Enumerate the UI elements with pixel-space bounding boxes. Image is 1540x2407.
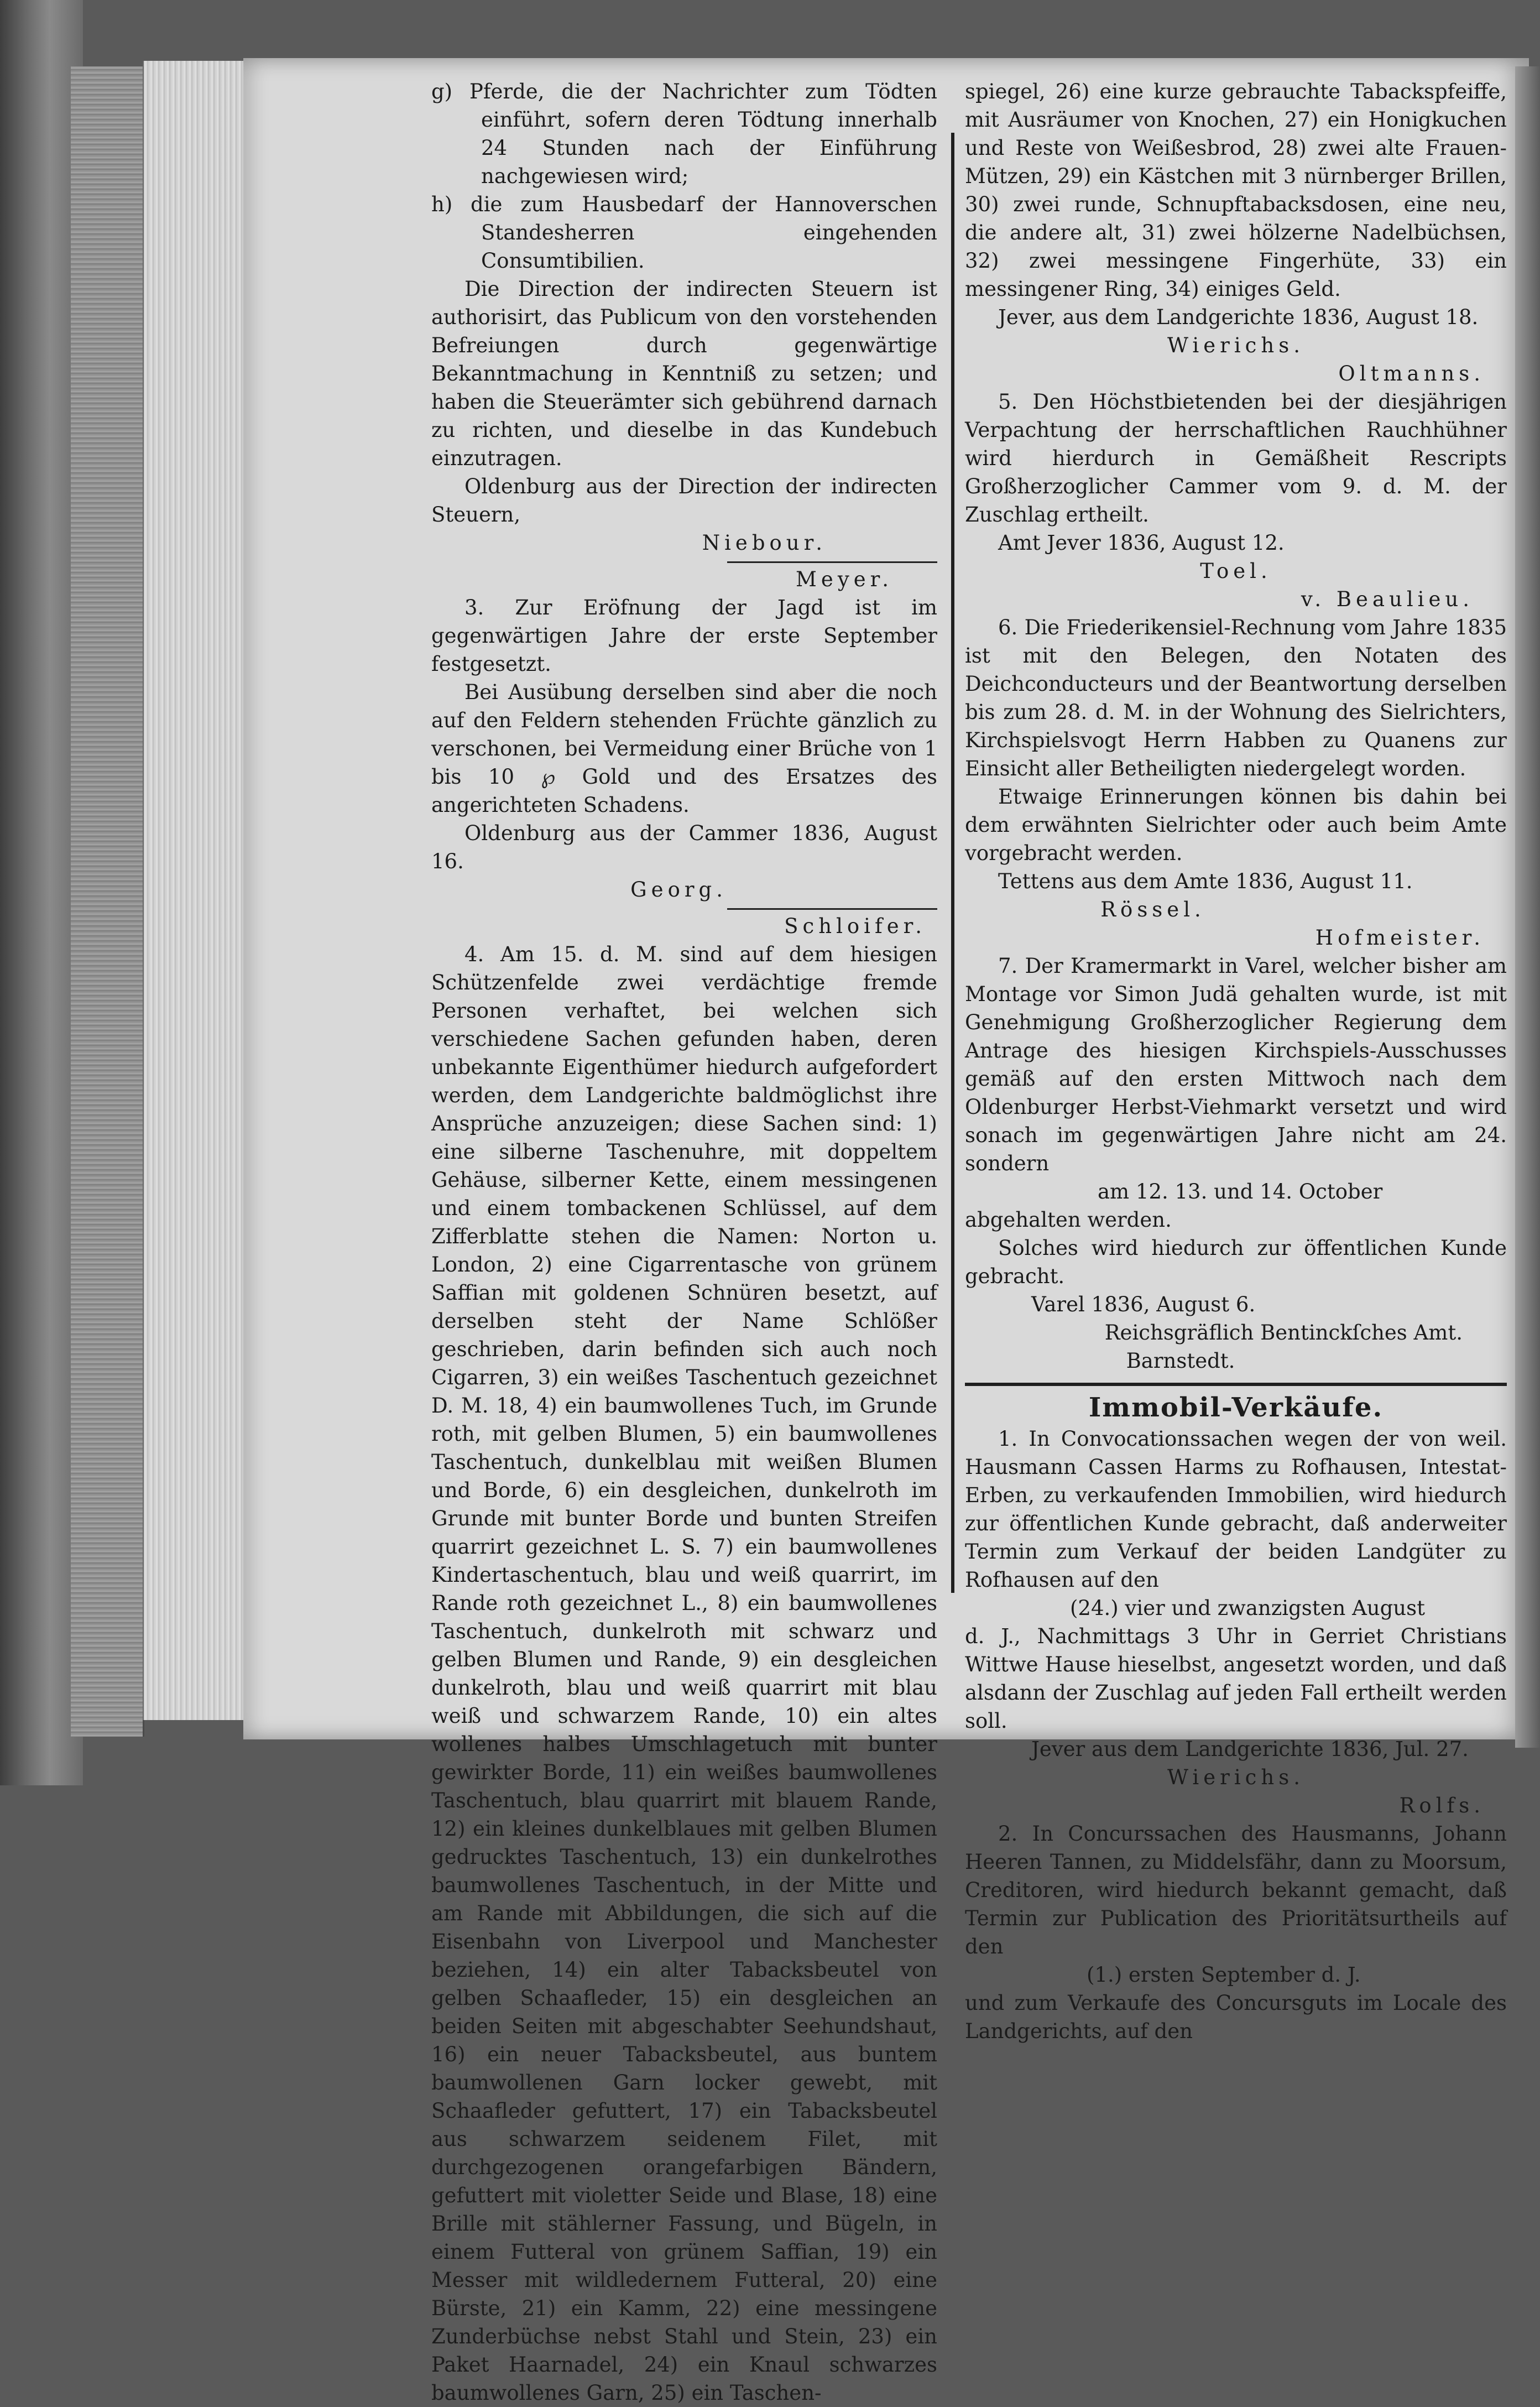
- immobil-1-text: 1. In Convocationssachen wegen der von weil. Hausmann Cassen Harms zu Rofhausen, Intestat-Erben, zu verkaufenden Immobilien, wird hiedurch zur öffentlichen Kunde gebracht, daß anderweiter Termin zum Verkauf der beiden Landgüter zu Rofhausen auf den: [965, 1427, 1507, 1592]
- item-5-signature-2: v. Beaulieu.: [1301, 587, 1474, 611]
- immobil-1-signature-1: Wierichs.: [1167, 1765, 1304, 1789]
- immobil-2-text-2: und zum Verkaufe des Concursguts im Locale des Landgerichts, auf den: [965, 1991, 1507, 2043]
- item-3-signature-2: Schloifer.: [784, 914, 926, 938]
- section-rule: [965, 1383, 1507, 1386]
- signature-rule: [727, 561, 937, 563]
- item-h: h) die zum Hausbedarf der Hannoverschen Standesherren eingehenden Consumtibilien.: [431, 192, 937, 273]
- item-g: g) Pferde, die der Nachrichter zum Tödten einführt, sofern deren Tödtung innerhalb 24 Stunden nach der Einführung nachgewiesen wird;: [431, 80, 937, 188]
- item-5-signature-1: Toel.: [1200, 559, 1272, 583]
- item-6-text-2: Etwaige Erinnerungen können bis dahin bei dem erwähnten Sielrichter oder auch beim Amte vorgebracht werden.: [965, 785, 1507, 865]
- page-right-edge: [1515, 66, 1540, 1748]
- page-edges: [143, 61, 249, 1720]
- left-column: [431, 77, 937, 2407]
- direction-signature-1: Niebour.: [702, 531, 827, 555]
- immobil-1-place: Jever aus dem Landgerichte 1836, Jul. 27.: [1031, 1737, 1469, 1761]
- item-4-signature-2: Oltmanns.: [1338, 362, 1485, 385]
- item-6-text: 6. Die Friederikensiel-Rechnung vom Jahre 1835 ist mit den Belegen, den Notaten des Deichconducteurs und der Beantwortung derselben bis zum 28. d. M. in der Wohnung des Sielrichters, Kirchspielsvogt Herrn Habben zu Quanens zur Einsicht aller Betheiligten niedergelegt worden.: [965, 616, 1507, 780]
- item-6-signature-2: Hofmeister.: [1315, 926, 1485, 950]
- item-5-text: 5. Den Höchstbietenden bei der diesjährigen Verpachtung der herrschaftlichen Rauchhühner wird hierdurch in Gemäßheit Rescripts Großherzoglicher Cammer vom 9. d. M. der Zuschlag ertheilt.: [965, 390, 1507, 527]
- item-6-signature-1: Rössel.: [1100, 898, 1205, 921]
- item-3-signature-1: Georg.: [630, 878, 727, 902]
- immobil-1-text-2: d. J., Nachmittags 3 Uhr in Gerriet Christians Wittwe Hause hieselbst, angesetzt worden, und daß alsdann der Zuschlag auf jeden Fall ertheilt werden soll.: [965, 1624, 1507, 1733]
- item-7-text-2: abgehalten werden.: [965, 1208, 1172, 1232]
- item-5-place: Amt Jever 1836, August 12.: [998, 531, 1285, 555]
- item-7-signature-1: Reichsgräflich Bentinckſches Amt.: [1104, 1321, 1463, 1345]
- item-7-text: 7. Der Kramermarkt in Varel, welcher bisher am Montage vor Simon Judä gehalten wurde, ist mit Genehmigung Großherzoglicher Regierung dem Antrage des hiesigen Kirchspiels-Ausschusses gemäß auf den ersten Mittwoch nach dem Oldenburger Herbst-Viehmarkt versetzt und wird sonach im gegenwärtigen Jahre nicht am 24. sondern: [965, 954, 1507, 1175]
- direction-signature-2: Meyer.: [796, 567, 893, 591]
- immobil-2-text: 2. In Concurssachen des Hausmanns, Johann Heeren Tannen, zu Middelsfähr, dann zu Moorsum, Creditoren, wird hiedurch bekannt gemacht, daß Termin zur Publication des Prioritätsurtheils auf den: [965, 1822, 1507, 1958]
- item-4-signature-1: Wierichs.: [1167, 334, 1304, 357]
- column-divider: [951, 133, 954, 1593]
- direction-place: Oldenburg aus der Direction der indirecten Steuern,: [431, 475, 937, 527]
- item-7-text-3: Solches wird hiedurch zur öffentlichen Kunde gebracht.: [965, 1236, 1507, 1288]
- item-4-continued: spiegel, 26) eine kurze gebrauchte Tabackspfeiffe, mit Ausräumer von Knochen, 27) ein Honigkuchen und Reste von Weißesbrod, 28) zwei alte Frauen-Mützen, 29) ein Kästchen mit 3 nürnberger Brillen, 30) zwei runde, Schnupftabacksdosen, eine neu, die andere alt, 31) zwei hölzerne Nadelbüchsen, 32) zwei messingene Fingerhüte, 33) ein messingener Ring, 34) einiges Geld.: [965, 80, 1507, 301]
- item-3-text-2: Bei Ausübung derselben sind aber die noch auf den Feldern stehenden Früchte gänzlich zu verschonen, bei Vermeidung einer Brüche von 1 bis 10 ℘ Gold und des Ersatzes des angerichteten Schadens.: [431, 680, 937, 817]
- signature-rule: [727, 908, 937, 910]
- section-heading: Immobil-Verkäufe.: [1088, 1392, 1384, 1423]
- immobil-2-date: (1.) ersten September d. J.: [1087, 1963, 1361, 1987]
- book-cover-edge: [71, 66, 144, 1737]
- immobil-1-signature-2: Rolfs.: [1399, 1794, 1485, 1817]
- right-column: [965, 77, 1507, 2045]
- item-7-signature-2: Barnstedt.: [1126, 1349, 1235, 1373]
- item-3-text: 3. Zur Eröfnung der Jagd ist im gegenwärtigen Jahre der erste September festgesetzt.: [431, 596, 937, 676]
- item-6-place: Tettens aus dem Amte 1836, August 11.: [998, 869, 1413, 893]
- item-7-place: Varel 1836, August 6.: [1031, 1293, 1256, 1316]
- immobil-1-date: (24.) vier und zwanzigsten August: [1070, 1596, 1425, 1620]
- direction-text: Die Direction der indirecten Steuern ist authorisirt, das Publicum von den vorstehenden Befreiungen durch gegenwärtige Bekanntmachung in Kenntniß zu setzen; und haben die Steuerämter sich gebührend darnach zu richten, und dieselbe in das Kundebuch einzutragen.: [431, 277, 937, 470]
- item-4-text: 4. Am 15. d. M. sind auf dem hiesigen Schützenfelde zwei verdächtige fremde Personen verhaftet, bei welchen sich verschiedene Sachen gefunden haben, deren unbekannte Eigenthümer hiedurch aufgefordert werden, dem Landgerichte baldmöglichst ihre Ansprüche anzuzeigen; diese Sachen sind: 1) eine silberne Taschenuhre, mit doppeltem Gehäuse, silberner Kette, einem messingenen und einem tombackenen Schlüssel, auf dem Zifferblatte stehen die Namen: Norton u. London, 2) eine Cigarrentasche von grünem Saffian mit goldenen Schnüren besetzt, auf derselben steht der Name Schlößer geschrieben, darin befinden sich auch noch Cigarren, 3) ein weißes Taschentuch gezeichnet D. M. 18, 4) ein baumwollenes Tuch, im Grunde roth, mit gelben Blumen, 5) ein baumwollenes Taschentuch, dunkelblau mit weißen Blumen und Borde, 6) ein desgleichen, dunkelroth im Grunde mit bunter Borde und bunten Streifen quarrirt gezeichnet L. S. 7) ein baumwollenes Kindertaschentuch, blau und weiß quarrirt, im Rande roth gezeichnet L., 8) ein baumwollenes Taschentuch, dunkelroth mit schwarz und gelben Blumen und Rande, 9) ein desgleichen dunkelroth, blau und weiß quarrirt mit blau weiß und schwarzem Rande, 10) ein altes wollenes halbes Umschlagetuch mit bunter gewirkter Borde, 11) ein weißes baumwollenes Taschentuch, blau quarrirt mit blauem Rande, 12) ein kleines dunkelblaues mit gelben Blumen gedrucktes Taschentuch, 13) ein dunkelrothes baumwollenes Taschentuch, in der Mitte und am Rande mit Abbildungen, die sich auf die Eisenbahn von Liverpool und Manchester beziehen, 14) ein alter Tabacksbeutel von gelben Schaafleder, 15) ein desgleichen an beiden Seiten mit abgeschabter Seehundshaut, 16) ein neuer Tabacksbeutel, aus buntem baumwollenen Garn locker gewebt, mit Schaafleder gefuttert, 17) ein Tabacksbeutel aus schwarzem seidenem Filet, mit durchgezogenen orangefarbigen Bändern, gefuttert mit violetter Seide und Blase, 18) eine Brille mit stählerner Fassung, und Bügeln, in einem Futteral von grünem Saffian, 19) ein Messer mit wildledernem Futteral, 20) eine Bürste, 21) ein Kamm, 22) eine messingene Zunderbüchse nebst Stahl und Stein, 23) ein Paket Haarnadel, 24) ein Knaul schwarzes baumwollenes Garn, 25) ein Taschen-: [431, 942, 937, 2405]
- item-3-place: Oldenburg aus der Cammer 1836, August 16.: [431, 821, 937, 873]
- item-7-date: am 12. 13. und 14. October: [1098, 1180, 1383, 1204]
- item-4-place: Jever, aus dem Landgerichte 1836, August 18.: [998, 305, 1479, 329]
